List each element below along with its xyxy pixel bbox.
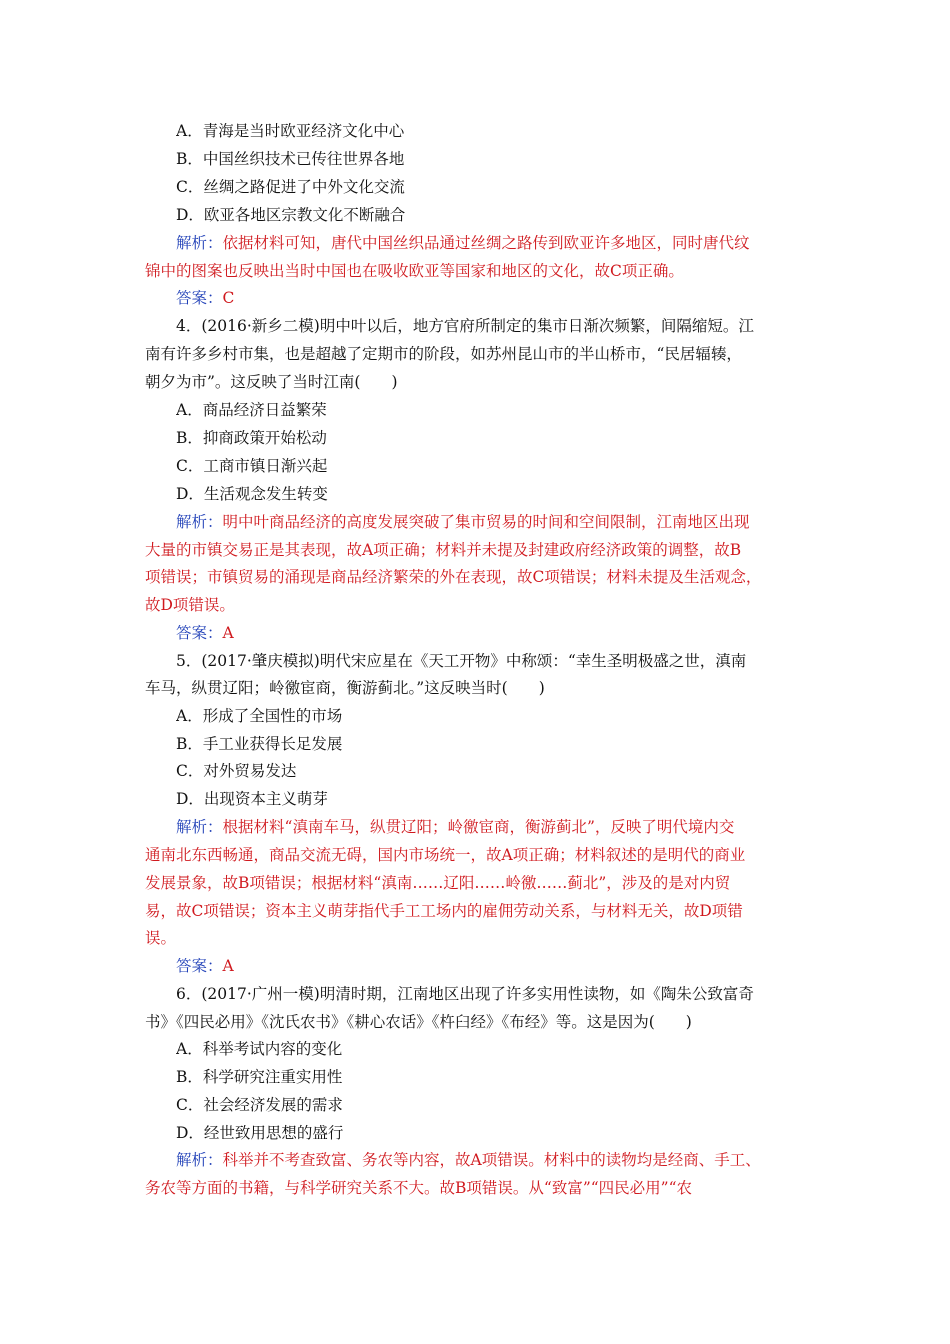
text-line: [145, 257, 817, 285]
text-line: [176, 1091, 817, 1119]
line-text: B．抑商政策开始松动: [176, 429, 327, 447]
text-line: [176, 1035, 817, 1063]
line-text: C．工商市镇日渐兴起: [176, 457, 328, 475]
answer-label: 答案：: [176, 289, 223, 307]
line-text: A．形成了全国性的市场: [176, 707, 343, 725]
text-line: [176, 980, 817, 1008]
text-line: [176, 757, 817, 785]
text-line: [176, 730, 817, 758]
line-text: 4．(2016·新乡二模)明中叶以后，地方官府所制定的集市日渐次频繁，间隔缩短。江: [176, 317, 754, 335]
analysis-label: 解析：: [176, 234, 223, 252]
analysis-label: 解析：: [176, 513, 223, 531]
text-line: [176, 480, 817, 508]
analysis-line: [176, 229, 817, 257]
line-text: 大量的市镇交易正是其表现，故A项正确；材料并未提及封建政府经济政策的调整，故B: [145, 541, 742, 559]
line-text: 5．(2017·肇庆模拟)明代宋应星在《天工开物》中称颂：“幸生圣明极盛之世，滇南: [176, 652, 747, 670]
line-text: 项错误；市镇贸易的涌现是商品经济繁荣的外在表现，故C项错误；材料未提及生活观念，: [145, 568, 762, 586]
line-text: B．手工业获得长足发展: [176, 735, 343, 753]
line-text: C．社会经济发展的需求: [176, 1096, 343, 1114]
line-text: B．科学研究注重实用性: [176, 1068, 343, 1086]
line-text: C．丝绸之路促进了中外文化交流: [176, 178, 405, 196]
analysis-label: 解析：: [176, 1151, 223, 1169]
text-line: [145, 536, 817, 564]
line-text: A．青海是当时欧亚经济文化中心: [176, 122, 405, 140]
analysis-line: [176, 813, 817, 841]
text-line: [176, 452, 817, 480]
analysis-line: [176, 1146, 817, 1174]
text-line: [176, 145, 817, 173]
text-line: [145, 1008, 817, 1036]
text-line: [145, 563, 817, 591]
text-line: [176, 201, 817, 229]
answer-line: [176, 284, 817, 312]
line-text: A．科举考试内容的变化: [176, 1040, 343, 1058]
line-text: A．商品经济日益繁荣: [176, 401, 327, 419]
analysis-label: 解析：: [176, 818, 223, 836]
line-text: 明中叶商品经济的高度发展突破了集市贸易的时间和空间限制，江南地区出现: [222, 513, 750, 531]
text-line: [145, 869, 817, 897]
line-text: 朝夕为市”。这反映了当时江南( ): [145, 373, 398, 391]
line-text: C: [222, 289, 235, 307]
analysis-line: [176, 508, 817, 536]
line-text: 依据材料可知，唐代中国丝织品通过丝绸之路传到欧亚许多地区，同时唐代纹: [222, 234, 750, 252]
line-text: 科举并不考查致富、务农等内容，故A项错误。材料中的读物均是经商、手工、: [222, 1151, 761, 1169]
line-text: 易，故C项错误；资本主义萌芽指代手工工场内的雇佣劳动关系，与材料无关，故D项错: [145, 902, 743, 920]
line-text: 车马，纵贯辽阳；岭徼宦商，衡游蓟北。”这反映当时( ): [145, 679, 545, 697]
line-text: A: [222, 624, 234, 642]
text-line: [145, 368, 817, 396]
line-text: 根据材料“滇南车马，纵贯辽阳；岭徼宦商，衡游蓟北”，反映了明代境内交: [222, 818, 735, 836]
answer-label: 答案：: [176, 624, 223, 642]
text-line: [145, 340, 817, 368]
line-text: 发展景象，故B项错误；根据材料“滇南……辽阳……岭徼……蓟北”，涉及的是对内贸: [145, 874, 731, 892]
line-text: 锦中的图案也反映出当时中国也在吸收欧亚等国家和地区的文化，故C项正确。: [145, 262, 684, 280]
line-text: 故D项错误。: [145, 596, 235, 614]
line-text: D．出现资本主义萌芽: [176, 790, 328, 808]
text-line: [176, 785, 817, 813]
text-line: [176, 424, 817, 452]
line-text: C．对外贸易发达: [176, 762, 297, 780]
text-line: [145, 841, 817, 869]
text-line: [176, 117, 817, 145]
text-line: [145, 924, 817, 952]
text-line: [176, 396, 817, 424]
text-line: [176, 1119, 817, 1147]
text-line: [145, 1174, 817, 1202]
text-line: [176, 173, 817, 201]
text-line: [176, 702, 817, 730]
answer-line: [176, 619, 817, 647]
line-text: B．中国丝织技术已传往世界各地: [176, 150, 405, 168]
line-text: 书》《四民必用》《沈氏农书》《耕心农话》《杵臼经》《布经》等。这是因为( ): [145, 1013, 692, 1031]
line-text: 南有许多乡村市集，也是超越了定期市的阶段，如苏州昆山市的半山桥市，“民居辐辏，: [145, 345, 742, 363]
line-text: D．生活观念发生转变: [176, 485, 328, 503]
text-line: [176, 312, 817, 340]
line-text: D．经世致用思想的盛行: [176, 1124, 344, 1142]
text-line: [145, 897, 817, 925]
line-text: 误。: [145, 929, 177, 947]
line-text: 6．(2017·广州一模)明清时期，江南地区出现了许多实用性读物，如《陶朱公致富奇: [176, 985, 754, 1003]
text-line: [176, 647, 817, 675]
line-text: 务农等方面的书籍，与科学研究关系不大。故B项错误。从“致富”“四民必用”“农: [145, 1179, 693, 1197]
answer-line: [176, 952, 817, 980]
line-text: 通南北东西畅通，商品交流无碍，国内市场统一，故A项正确；材料叙述的是明代的商业: [145, 846, 746, 864]
line-text: D．欧亚各地区宗教文化不断融合: [176, 206, 406, 224]
text-line: [176, 1063, 817, 1091]
text-line: [145, 591, 817, 619]
text-line: [145, 674, 817, 702]
line-text: A: [222, 957, 234, 975]
answer-label: 答案：: [176, 957, 223, 975]
